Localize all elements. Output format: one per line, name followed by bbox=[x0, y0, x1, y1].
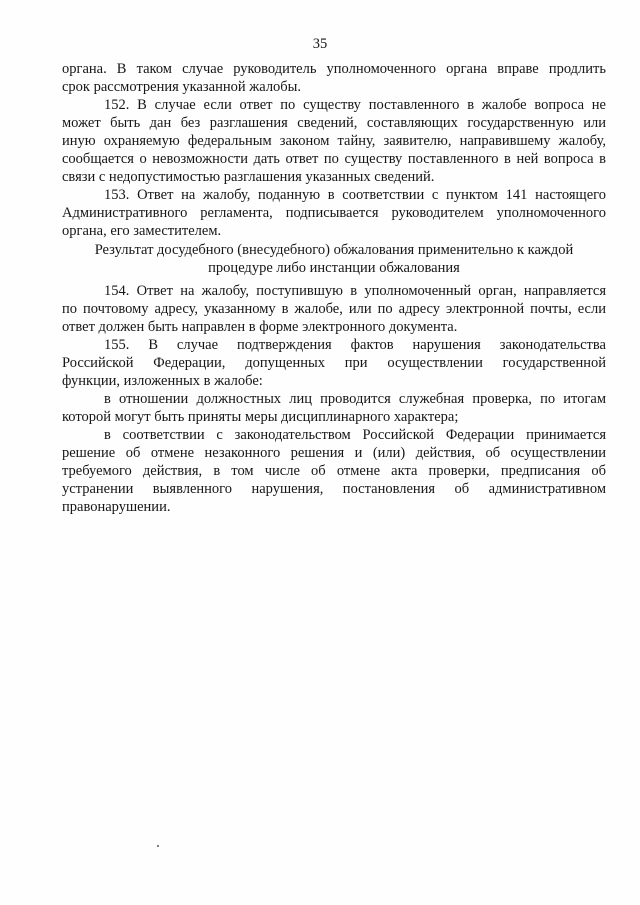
text-line: в соответствии с законодательством Российской Федерации принимается bbox=[104, 427, 606, 443]
text-line: Административного регламента, подписывается руководителем уполномоченного bbox=[62, 205, 606, 221]
text-line: 155. В случае подтверждения фактов нарушения законодательства bbox=[104, 337, 606, 353]
text-line: сообщается о невозможности дать ответ по существу поставленного в ней вопроса в bbox=[62, 151, 606, 167]
text-line: устранении выявленного нарушения, постановления об административном bbox=[62, 481, 606, 497]
heading-line: Результат досудебного (внесудебного) обжалования применительно к каждой bbox=[94, 242, 574, 258]
text-line: органа. В таком случае руководитель уполномоченного органа вправе продлить bbox=[62, 61, 606, 77]
text-line: Российской Федерации, допущенных при осуществлении государственной bbox=[62, 355, 606, 371]
text-line: ответ должен быть направлен в форме электронного документа. bbox=[62, 319, 458, 335]
text-line: в отношении должностных лиц проводится служебная проверка, по итогам bbox=[104, 391, 606, 407]
text-line: может быть дан без разглашения сведений, составляющих государственную или bbox=[62, 115, 606, 131]
text-line: правонарушении. bbox=[62, 499, 171, 515]
text-line: по почтовому адресу, указанному в жалобе, или по адресу электронной почты, если bbox=[62, 301, 606, 317]
page-number: 35 bbox=[312, 36, 328, 52]
text-line: решение об отмене незаконного решения и (или) действия, об осуществлении bbox=[62, 445, 606, 461]
text-line: 154. Ответ на жалобу, поступившую в уполномоченный орган, направляется bbox=[104, 283, 606, 299]
text-line: 153. Ответ на жалобу, поданную в соответствии с пунктом 141 настоящего bbox=[104, 187, 606, 203]
text-line: срок рассмотрения указанной жалобы. bbox=[62, 79, 302, 95]
text-line: иную охраняемую федеральным законом тайну, заявителю, направившему жалобу, bbox=[62, 133, 606, 149]
text-line: которой могут быть приняты меры дисциплинарного характера; bbox=[62, 409, 459, 425]
heading-line: процедуре либо инстанции обжалования bbox=[208, 260, 460, 276]
text-line: функции, изложенных в жалобе: bbox=[62, 373, 263, 389]
text-line: связи с недопустимостью разглашения указанных сведений. bbox=[62, 169, 435, 185]
text-line: органа, его заместителем. bbox=[62, 223, 222, 239]
scan-speck bbox=[157, 845, 159, 847]
text-line: 152. В случае если ответ по существу поставленного в жалобе вопроса не bbox=[104, 97, 606, 113]
text-line: требуемого действия, в том числе об отмене акта проверки, предписания об bbox=[62, 463, 606, 479]
